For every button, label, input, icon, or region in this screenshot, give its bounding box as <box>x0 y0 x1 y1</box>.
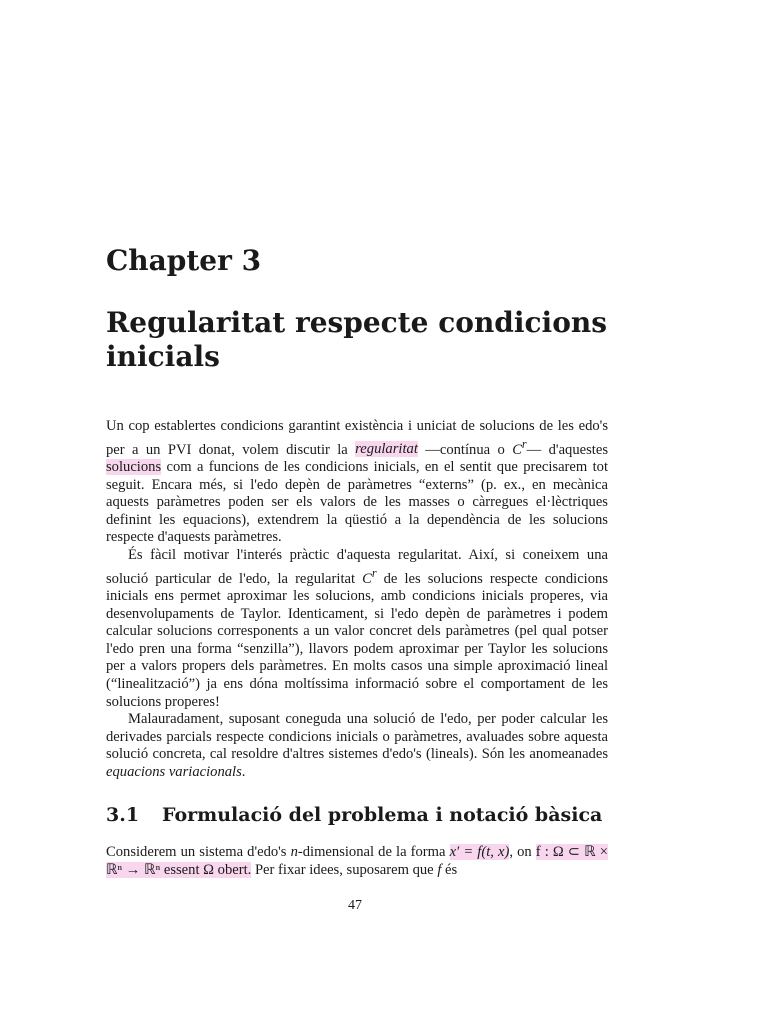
highlight-equation: x′ = f(t, x) <box>449 844 510 860</box>
chapter-intro <box>106 418 608 782</box>
section-paragraph: Considerem un sistema d'edo's n-dimensional de la forma x′ = f(t, x), on f : Ω ⊂ ℝ × ℝⁿ → ℝⁿ essent Ω obert. Per fixar idees, suposarem que f és <box>106 844 608 878</box>
section-title: Formulació del problema i notació bàsica <box>162 804 603 826</box>
paragraph-2: És fàcil motivar l'interés pràctic d'aquesta regularitat. Així, si coneixem una solució particular de l'edo, la regularitat $C^r$ de les solucions respecte condicions inicials ens permet aproximar les solucions, amb condicions inicials properes, via desenvolupaments de Taylor. Identicament, si l'edo depèn de paràmetres i podem calcular solucions corresponents a un valor concret dels paràmetres (pel qual potser l'edo pren una forma “senzilla”), llavors podem aproximar per Taylor les solucions per a valors propers dels paràmetres. En molts casos una simple aproximació lineal (“linealització”) ja ens dóna moltíssima informació sobre el comportament de les solucions properes! <box>106 547 608 710</box>
section-number: 3.1 <box>106 804 140 826</box>
highlight-regularitat: regularitat <box>355 441 418 458</box>
page-number: 47 <box>348 898 362 913</box>
paragraph-1: Un cop establertes condicions garantint existència i uniciat de solucions de les edo's per a un PVI donat, volem discutir la regularitat —contínua o $C^r—$ d'aquestes solucions com a funcions de les condicions inicials, en el sentit que precisarem tot seguit. Encara més, si l'edo depèn de paràmetres “externs” (p. ex., en mecànica aquests paràmetres poden ser els valors de les masses o càrregues el·lèctriques definint les equacions), extendrem la qüestió a la dependència de les solucions respecte d'aquests paràmetres. <box>106 418 609 546</box>
chapter-title: Regularitat respecte condicions inicials <box>106 306 607 373</box>
highlight-domain: f : Ω ⊂ ℝ × ℝⁿ → ℝⁿ essent Ω obert. <box>106 844 608 878</box>
highlight-solucions: solucions <box>106 459 162 476</box>
paragraph-3: Malauradament, suposant coneguda una solució de l'edo, per poder calcular les derivades parcials respecte condicions inicials o paràmetres, avaluades sobre aquesta solució concreta, cal resoldre d'altres sistemes d'edo's (lineals). Són les anomeanades equacions variacionals. <box>106 711 608 780</box>
chapter-label: Chapter 3 <box>106 244 262 277</box>
section-heading <box>106 804 616 826</box>
